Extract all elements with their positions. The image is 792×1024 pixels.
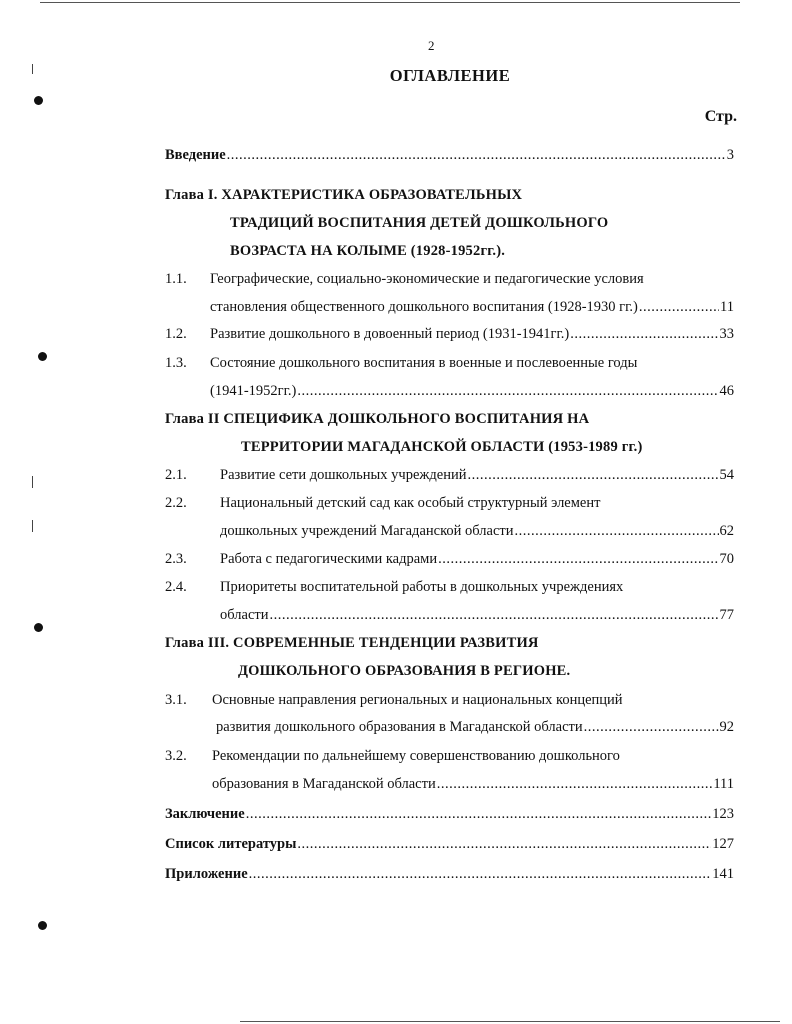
section-2-4-line1[interactable]: Приоритеты воспитательной работы в дошкольных учреждениях [220, 579, 624, 595]
section-number: 2.3. [165, 551, 187, 567]
section-2-3[interactable]: Работа с педагогическими кадрами ..... 70 [220, 551, 734, 568]
binding-hole-mark [38, 921, 47, 930]
chapter-1-title-line3: ВОЗРАСТА НА КОЛЫМЕ (1928-1952гг.). [230, 243, 506, 259]
section-number: 3.1. [165, 692, 187, 708]
section-1-1-line1[interactable]: Географические, социально-экономические и педагогические условия [210, 271, 644, 287]
section-1-3-line1[interactable]: Состояние дошкольного воспитания в военные и послевоенные годы [210, 355, 638, 371]
section-1-1-line2[interactable]: становления общественного дошкольного воспитания (1928-1930 гг.) ..... 11 [210, 299, 734, 316]
toc-entry-page: 123 [712, 806, 734, 822]
page-title: ОГЛАВЛЕНИЕ [389, 66, 511, 85]
section-number: 1.3. [165, 355, 187, 371]
dot-leader [297, 836, 711, 853]
toc-entry-intro[interactable] [165, 147, 734, 164]
dot-leader [584, 719, 719, 736]
dot-leader [570, 326, 718, 343]
scan-artifact-top [40, 2, 740, 3]
dot-leader [269, 607, 718, 624]
dot-leader [437, 776, 713, 793]
chapter-1-title-line1[interactable]: Глава I. ХАРАКТЕРИСТИКА ОБРАЗОВАТЕЛЬНЫХ [165, 187, 523, 203]
page-column-label: Стр. [704, 108, 737, 125]
toc-entry-conclusion[interactable] [165, 806, 734, 823]
scan-tick [32, 520, 33, 532]
chapter-3-title-line2: ДОШКОЛЬНОГО ОБРАЗОВАНИЯ В РЕГИОНЕ. [238, 663, 571, 679]
section-number: 1.2. [165, 326, 187, 342]
section-number: 3.2. [165, 748, 187, 764]
dot-leader [514, 523, 718, 540]
dot-leader [246, 806, 712, 823]
section-2-2-line1[interactable]: Национальный детский сад как особый структурный элемент [220, 495, 601, 511]
toc-entry-label: Заключение [165, 806, 245, 822]
toc-entry-label: Приложение [165, 866, 248, 882]
dot-leader [438, 551, 718, 568]
toc-entry-page: 62 [719, 523, 734, 539]
toc-entry-page: 11 [720, 299, 734, 315]
chapter-2-title-line1[interactable]: Глава II СПЕЦИФИКА ДОШКОЛЬНОГО ВОСПИТАНИЯ НА [165, 411, 590, 427]
dot-leader [249, 866, 712, 883]
page-number: 2 [428, 38, 435, 53]
section-1-2[interactable]: Развитие дошкольного в довоенный период (1931-1941гг.) ..... 33 [210, 326, 734, 343]
chapter-3-title-line1[interactable]: Глава III. СОВРЕМЕННЫЕ ТЕНДЕНЦИИ РАЗВИТИЯ [165, 635, 539, 651]
section-number: 2.1. [165, 467, 187, 483]
toc-entry-page: 33 [719, 326, 734, 342]
toc-entry-references[interactable] [165, 836, 734, 853]
section-2-2-line2[interactable]: дошкольных учреждений Магаданской области ..... 62 [220, 523, 734, 540]
toc-entry-label: Введение [165, 147, 226, 163]
section-1-3-line2[interactable]: (1941-1952гг.) ..... 46 [210, 383, 734, 400]
section-3-1-line1[interactable]: Основные направления региональных и национальных концепций [212, 692, 623, 708]
dot-leader [468, 467, 719, 484]
toc-entry-label: Список литературы [165, 836, 297, 852]
toc-entry-page: 141 [712, 866, 734, 882]
section-2-1[interactable]: Развитие сети дошкольных учреждений ..... 54 [220, 467, 734, 484]
dot-leader [639, 299, 719, 316]
dot-leader [297, 383, 718, 400]
scan-artifact-bottom [240, 1021, 780, 1022]
toc-entry-page: 3 [726, 147, 734, 163]
section-number: 2.4. [165, 579, 187, 595]
binding-hole-mark [34, 623, 43, 632]
toc-entry-page: 111 [713, 776, 734, 792]
toc-entry-page: 127 [712, 836, 734, 852]
binding-hole-mark [38, 352, 47, 361]
toc-entry-page: 70 [719, 551, 734, 567]
chapter-2-title-line2: ТЕРРИТОРИИ МАГАДАНСКОЙ ОБЛАСТИ (1953-1989 гг.) [241, 439, 643, 455]
toc-entry-appendix[interactable] [165, 866, 734, 883]
section-2-4-line2[interactable]: области ..... 77 [220, 607, 734, 624]
dot-leader [227, 147, 726, 164]
toc-entry-page: 54 [719, 467, 734, 483]
section-3-2-line1[interactable]: Рекомендации по дальнейшему совершенствованию дошкольного [212, 748, 620, 764]
section-number: 1.1. [165, 271, 187, 287]
section-3-1-line2[interactable]: развития дошкольного образования в Магаданской области ..... 92 [216, 719, 734, 736]
chapter-1-title-line2: ТРАДИЦИЙ ВОСПИТАНИЯ ДЕТЕЙ ДОШКОЛЬНОГО [230, 215, 609, 231]
section-3-2-line2[interactable]: образования в Магаданской области ..... 111 [212, 776, 734, 793]
binding-hole-mark [34, 96, 43, 105]
toc-entry-page: 77 [719, 607, 734, 623]
scan-tick [32, 476, 33, 488]
toc-entry-page: 92 [719, 719, 734, 735]
toc-entry-page: 46 [719, 383, 734, 399]
section-number: 2.2. [165, 495, 187, 511]
